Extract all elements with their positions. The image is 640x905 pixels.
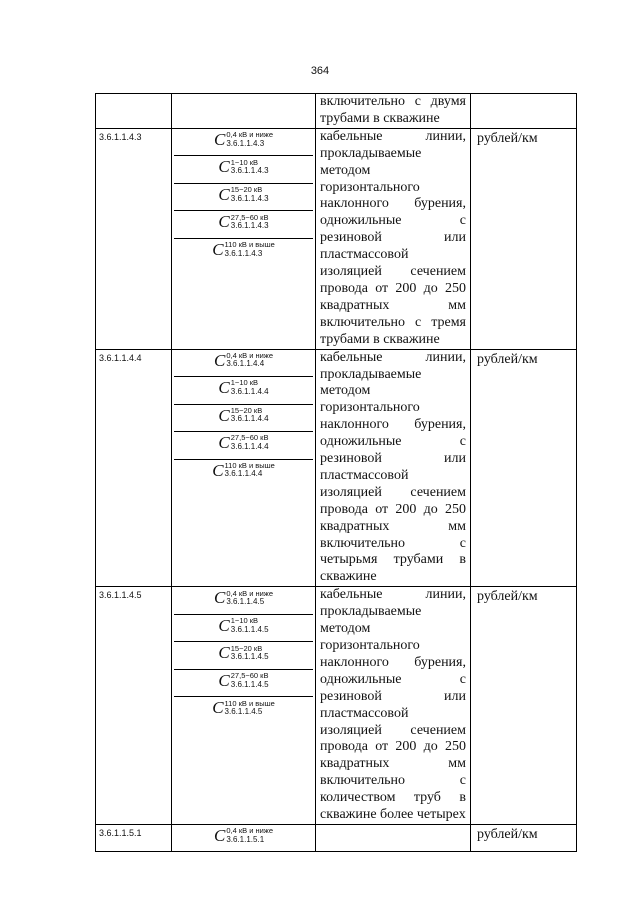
formula-row <box>174 156 313 184</box>
unit-text: рублей/км <box>477 130 538 146</box>
code-cell <box>96 824 172 852</box>
formula-subscript: 3.6.1.1.4.3 <box>230 193 269 203</box>
formula-subscript: 3.6.1.1.4.5 <box>224 707 263 717</box>
formula-row <box>174 642 313 670</box>
description-text: кабельные линии, прокладываемые методом горизонтального наклонного бурения, одножильные с резиновой или пластмассовой изоляцией сечением провода от 200 до 250 квадратных мм включительно с количеством труб в скважине более четырех <box>320 587 466 823</box>
formula-subscript: 3.6.1.1.4.5 <box>226 597 265 607</box>
formula-symbol: C <box>213 825 226 845</box>
formula-superscript: 15−20 кВ <box>230 185 263 195</box>
formula-symbol: C <box>218 378 230 398</box>
code-cell <box>96 128 172 349</box>
formula-subscript: 3.6.1.1.4.4 <box>230 386 269 396</box>
description-cell <box>316 94 471 129</box>
formula-superscript: 27,5−60 кВ <box>230 671 269 681</box>
formula-symbol: C <box>213 129 226 149</box>
formula-row <box>174 432 313 460</box>
formula-subscript: 3.6.1.1.4.5 <box>230 624 269 634</box>
formula-superscript: 110 кВ и выше <box>224 460 275 470</box>
table-row <box>96 128 577 349</box>
table-row <box>96 824 577 852</box>
formula-row <box>174 184 313 212</box>
description-cell <box>316 824 471 852</box>
row-code: 3.6.1.1.4.4 <box>99 352 142 363</box>
formula-cell <box>172 824 316 852</box>
formula-superscript: 15−20 кВ <box>230 405 263 415</box>
unit-text: рублей/км <box>477 351 538 367</box>
formula-symbol: C <box>212 698 224 718</box>
formula-subscript: 3.6.1.1.4.4 <box>224 469 263 479</box>
table-row <box>96 349 577 587</box>
unit-cell <box>471 349 577 587</box>
formula-row <box>174 460 313 487</box>
formula-subscript: 3.6.1.1.4.5 <box>230 652 269 662</box>
formula-row <box>174 825 313 852</box>
formula-subscript: 3.6.1.1.4.4 <box>230 414 269 424</box>
formula-subscript: 3.6.1.1.4.3 <box>230 221 269 231</box>
formula-row <box>174 697 313 724</box>
formula-row <box>174 615 313 643</box>
formula-row <box>174 239 313 266</box>
formula-cell <box>172 587 316 825</box>
formula-row <box>174 670 313 698</box>
formula-symbol: C <box>213 588 226 608</box>
formula-row <box>174 350 313 378</box>
formula-subscript: 3.6.1.1.4.3 <box>226 138 265 148</box>
formula-subscript: 3.6.1.1.4.4 <box>226 359 265 369</box>
row-code: 3.6.1.1.5.1 <box>99 827 142 838</box>
formula-superscript: 110 кВ и выше <box>224 698 275 708</box>
code-cell <box>96 587 172 825</box>
formula-subscript: 3.6.1.1.5.1 <box>226 834 265 844</box>
formula-symbol: C <box>213 350 226 370</box>
formula-cell <box>172 128 316 349</box>
formula-subscript: 3.6.1.1.4.3 <box>224 248 263 258</box>
formula-superscript: 0,4 кВ и ниже <box>226 826 273 836</box>
formula-symbol: C <box>218 184 230 204</box>
formula-row <box>174 405 313 433</box>
description-text: кабельные линии, прокладываемые методом горизонтального наклонного бурения, одножильные с резиновой или пластмассовой изоляцией сечением провода от 200 до 250 квадратных мм включительно с тремя трубами в скважине <box>320 128 466 347</box>
code-cell <box>96 94 172 129</box>
formula-superscript: 0,4 кВ и ниже <box>226 588 273 598</box>
formula-subscript: 3.6.1.1.4.5 <box>230 679 269 689</box>
formula-symbol: C <box>212 460 224 480</box>
formula-cell <box>172 94 316 129</box>
formula-superscript: 27,5−60 кВ <box>230 433 269 443</box>
unit-cell <box>471 587 577 825</box>
description-text: включительно с двумя трубами в скважине <box>320 94 466 126</box>
formula-symbol: C <box>218 643 230 663</box>
formula-subscript: 3.6.1.1.4.4 <box>230 441 269 451</box>
formula-superscript: 1−10 кВ <box>230 616 259 626</box>
formula-superscript: 0,4 кВ и ниже <box>226 130 273 140</box>
formula-row <box>174 211 313 239</box>
unit-text: рублей/км <box>477 589 538 605</box>
formula-symbol: C <box>218 615 230 635</box>
formula-cell <box>172 349 316 587</box>
row-code: 3.6.1.1.4.3 <box>99 131 142 142</box>
formula-row <box>174 587 313 615</box>
formula-superscript: 1−10 кВ <box>230 378 259 388</box>
description-text: кабельные линии, прокладываемые методом горизонтального наклонного бурения, одножильные с резиновой или пластмассовой изоляцией сечением провода от 200 до 250 квадратных мм включительно с четырьмя трубами в скважине <box>320 349 466 585</box>
formula-symbol: C <box>212 239 224 259</box>
formula-subscript: 3.6.1.1.4.3 <box>230 166 269 176</box>
code-cell <box>96 349 172 587</box>
table-row <box>96 94 577 129</box>
description-cell <box>316 349 471 587</box>
formula-superscript: 0,4 кВ и ниже <box>226 350 273 360</box>
formula-symbol: C <box>218 157 230 177</box>
formula-row <box>174 129 313 157</box>
row-code: 3.6.1.1.4.5 <box>99 590 142 601</box>
unit-text: рублей/км <box>477 826 538 842</box>
formula-row <box>174 377 313 405</box>
unit-cell <box>471 128 577 349</box>
description-cell <box>316 587 471 825</box>
unit-cell <box>471 824 577 852</box>
page-number: 364 <box>310 65 330 77</box>
unit-cell <box>471 94 577 129</box>
formula-superscript: 110 кВ и выше <box>224 240 275 250</box>
formula-symbol: C <box>218 670 230 690</box>
formula-superscript: 27,5−60 кВ <box>230 212 269 222</box>
formula-symbol: C <box>218 212 230 232</box>
formula-superscript: 1−10 кВ <box>230 157 259 167</box>
description-cell <box>316 128 471 349</box>
table-row <box>96 587 577 825</box>
formula-symbol: C <box>218 405 230 425</box>
formula-superscript: 15−20 кВ <box>230 643 263 653</box>
formula-symbol: C <box>218 433 230 453</box>
tariff-table <box>95 93 577 852</box>
